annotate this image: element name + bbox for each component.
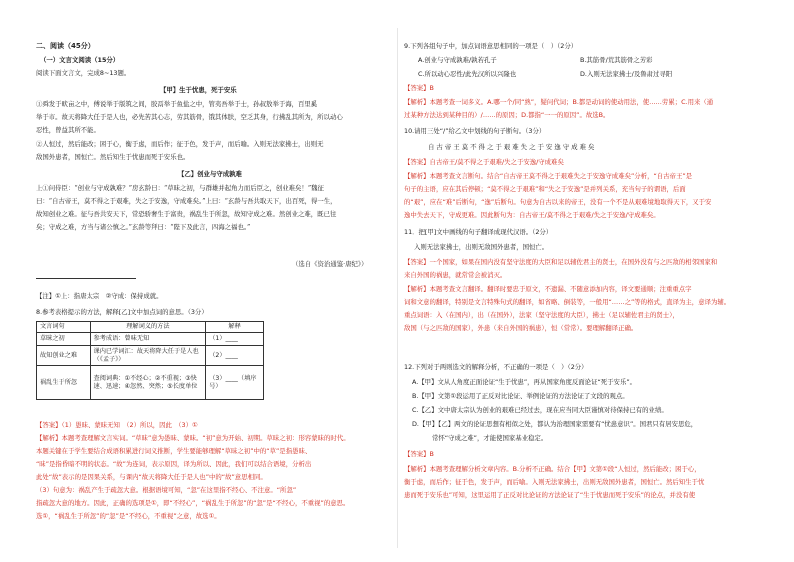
text-a-title: 【甲】生于忧患，死于安乐 [160,86,237,94]
option-b: B.【甲】文第①段运用了正反对比论证、举例论证的方法论证了文段的观点。 [412,392,629,400]
analysis-line: 【解析】本题考查文言翻译。翻译时要忠于原文，不遗漏、不随意添加内容，译文要通顺；注重重点字 [404,285,692,293]
question-10: 10.请用三处“/”给乙文中划线的句子断句。（3分） [404,127,546,135]
text-b-line: 矣；守成之难，方当与诸公慎之。”玄龄等拜曰：“陛下及此言，四海之福也。” [36,223,251,231]
analysis-line: （3）句意为：祸乱产生于疏忽大意。根据语境可知，“忽”在这里指不经心、不注意。“所忽” [36,486,297,494]
table-cell: （2）____ [206,346,264,366]
analysis-line: 【解析】本题考查理解分析文章内容。B.分析不正确。结合【甲】文第①段“人恒过，然后能改；困于心， [404,465,701,473]
question-10-sentence: 自 古 帝 王 莫 不 得 之 于 艰 难 失 之 于 安 逸 守 成 难 矣 [428,143,595,151]
table-header-cell: 理解词义的方法 [90,322,206,333]
option-a: A.【甲】文从人角度正面论证“生于忧患”，再从国家角度反面论证“死于安乐”。 [412,378,637,386]
table-row [37,366,264,400]
text-b-title: 【乙】创业与守成孰难 [178,170,242,178]
option-c: C.【乙】文中唐太宗认为创业的艰难已经过去，现在应当同大臣谨慎对待保持已有的业绩。 [412,406,668,414]
table-cell: 故知创业之难 [37,346,91,366]
question-9: 9.下列各组句子中，加点词语意思相同的一项是（ ）（2分） [404,42,578,50]
analysis-line: 选①，“祸乱生于所忽”的“忽”是“不经心，不重视”之意，故选①。 [36,512,221,520]
table-cell: 祸乱生于所忽 [37,366,91,400]
analysis-line: “昧”是指昏暗不明的状态。“故”为连词，表示原因，译为所以、因此，我们可以结合语境，分析出 [36,460,312,468]
table-row [37,333,264,346]
text-a-line: 忍性，曾益其所不能。 [36,126,100,134]
column-divider [397,28,398,548]
option-a: A.创业与守成孰难/孰若孔子 [418,56,497,64]
footnote-rule [36,278,136,279]
text-b-line: 曰：“自古帝王，莫不得之于艰难，失之于安逸，守成难矣。”上曰：“玄龄与吾共取天下，出百死，得一生， [36,197,337,205]
text-a-line: 举于市。故天将降大任于是人也，必先苦其心志，劳其筋骨，饿其体肤，空乏其身，行拂乱其所为，所以动心 [36,113,343,121]
table-cell: 课内已学词汇：故天将降大任于是人也（《孟子》） [90,346,206,366]
analysis-line: 句子的主语，应在其后停顿；“莫不得之于艰难”和“失之于安逸”是并列关系，充当句子的谓语，后面 [404,185,686,193]
analysis-line: 衡于虑，而后作；征于色，发于声，而后喻。入则无法家拂士，出则无敌国外患者，国恒亡。然后知生于忧 [404,478,705,486]
analysis-line: 此处“故”表示的是因果关系，与课内“故天将降大任于是人也”中的“故”意思相同。 [36,473,267,481]
instruction-text: 阅读下面文言文，完成8~13题。 [36,69,131,77]
word-meaning-table [36,321,264,400]
table-cell: （3）____（填序号） [206,366,264,400]
analysis-line: 的“艰”，应在“难”后断句，“逸”后断句。句意为自古以来的帝王，没有一个不是从艰难境地取得天下，又于安 [404,198,712,206]
analysis-line: 词和文意的翻译，特别是文言特殊句式的翻译，如省略、倒装等，一般用“……之”等的格式，直译为主，意译为辅。 [404,298,731,306]
text-a-line: ②人恒过，然后能改；困于心，衡于虑，而后作；征于色，发于声，而后喻。入则无法家拂士，出则无 [36,140,324,148]
analysis-line: 逸中失去天下，守成更难。因此断句为：自古帝王/莫不得之于艰难/失之于安逸/守成难矣。 [404,211,660,219]
table-cell: 草昧之初 [37,333,91,346]
question-8: 8.参考表格提示的方法，解释[乙]文中加点词的意思。（3分） [36,308,208,316]
analysis-line: 敌国（与之匹敌的国家），外患（来自外国的祸患），恒（常常）。要理解翻译正确。 [404,324,638,332]
question-12: 12.下列对于两则选文的解释分析，不正确的一项是（ ）（2分） [404,363,588,371]
answer-11-line: 【答案】一个国家，如果在国内没有坚守法度的大臣和足以辅佐君主的贤士，在国外没有与之匹敌的相邻国家和 [404,258,718,266]
source-citation: （选自《资治通鉴·唐纪》） [292,260,368,268]
subsection-heading: （一）文言文阅读（15分） [40,56,120,64]
option-d-continued: 常怀“守成之难”，才能使国家基业稳定。 [432,434,548,442]
answer-8: 【答案】（1）愚昧、蒙昧无知 （2）所以，因此 （3）① [36,421,198,429]
text-b-line: 故知创业之难。征与吾共安天下，常恐骄奢生于富贵，祸乱生于所忽，故知守成之难。然创业之难，既已往 [36,210,337,218]
table-header-cell: 文言词句 [37,322,91,333]
analysis-line: 【解析】本题考查文言断句。结合“自古帝王莫不得之于艰难失之于安逸守成难矣”分析，“自古帝王”是 [404,172,693,180]
table-header-row [37,322,264,333]
answer-11-line: 来自外国的祸患，就常常会被消灭。 [404,271,507,279]
analysis-line: 重点词语：入（在国内），出（在国外），法家（坚守法度的大臣），拂士（足以辅佐君主的贤士）， [404,311,679,319]
table-cell: 参考成语：曾味无知 [90,333,206,346]
analysis-line: 【解析】本题考查理解文言实词。“草昧”意为愚昧、蒙昧。“初”意为开始、初期。草昧之初：形容蒙昧的时代。 [36,434,350,442]
question-11: 11．把[甲]文中画线的句子翻译成现代汉语。（2分） [404,228,553,236]
option-c: C.所以动心忍性/此先汉所以兴隆也 [418,70,517,78]
table-row [37,346,264,366]
answer-9: 【答案】B [404,84,434,92]
answer-10: 【答案】自古帝王/莫不得之于艰难/失之于安逸/守成难矣 [404,158,564,166]
analysis-line: 患而死于安乐也”可知，这里运用了正反对比论证的方法论证了“生于忧患而死于安乐”的论点，并没有使 [404,491,696,499]
analysis-line: 本题关键在于学生要结合成语积累进行词义推断，学生要能够理解“草昧之初”中的“草”是指愚昧、 [36,447,312,455]
question-11-sentence: 入则无法家拂士，出则无敌国外患者，国恒亡。 [414,243,549,251]
footnote: 【注】①上：指唐太宗 ②守成：保持成就。 [36,292,163,300]
answer-12: 【答案】B [404,450,434,458]
text-a-line: 敌国外患者，国恒亡。然后知生于忧患而死于安乐也。 [36,153,190,161]
text-a-line: ①舜发于畎亩之中，傅说举于版筑之间，胶鬲举于鱼盐之中，管夷吾举于士，孙叔敖举于海，百里奚 [36,100,318,108]
option-b: B.其筋骨/荒其筋骨之芳彩 [580,56,653,64]
table-cell: 查阅词典：①不经心；②不重视；③快速、迅速；④忽然、突然；⑤长度单位 [90,366,206,400]
text-b-line: 上①问侍臣：“创业与守成孰难？”房玄龄曰：“草昧之初，与群雄并起角力而后臣之，创业难矣！”魏征 [36,184,324,192]
section-heading: 二、阅读（45分） [36,42,95,50]
analysis-line: 过某种方法达到某种目的）/……的原因；D.都指“一一的原因”。故选B。 [404,111,610,119]
analysis-line: 指疏忽大意的地方。因此，正确的选项是①，即“不经心”，“祸乱生于所忽”的“忽”是“不经心，不重视”的意思。 [36,499,350,507]
option-d: D.入则无法家拂士/及鲁肃过寻阳 [580,70,673,78]
option-d: D.【甲】【乙】两文的论证思想有相似之处，都认为治理国家需要有“忧患意识”。国君只有居安思危， [412,420,698,428]
table-cell: （1）____ [206,333,264,346]
table-header-cell: 解释 [206,322,264,333]
analysis-line: 【解析】本题考查一词多义。A.哪一个/同“熟”，疑问代词；B.都是动词的使动用法，使……劳累；C.用来（通 [404,98,714,106]
